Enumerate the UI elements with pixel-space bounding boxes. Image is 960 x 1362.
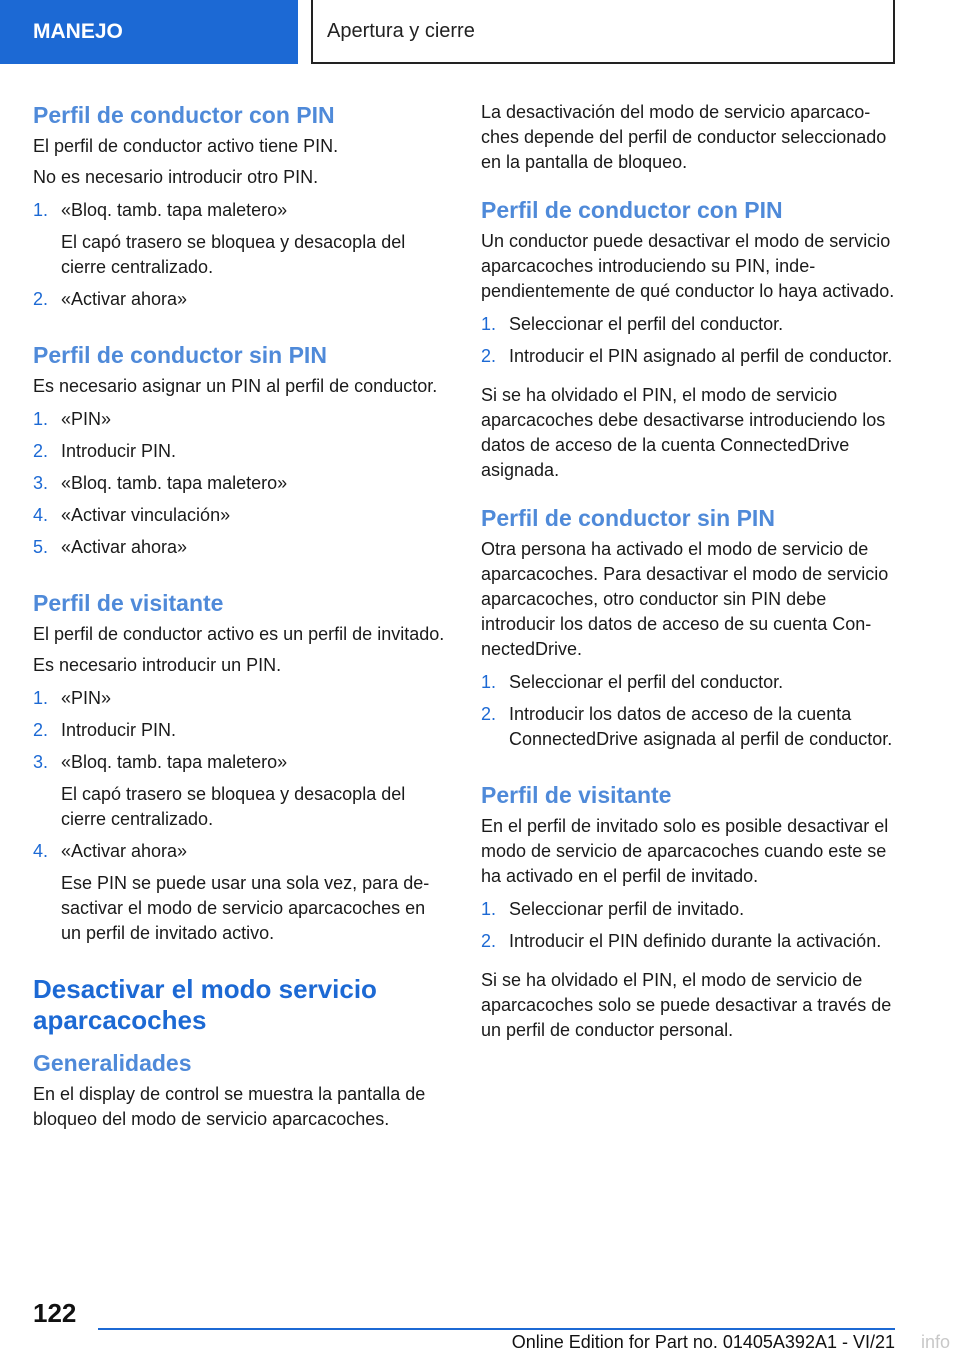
step-number: 2. (481, 931, 497, 951)
steps-list (33, 198, 448, 312)
edition-footer: Online Edition for Part no. 01405A392A1 - VI/21 (511, 1332, 895, 1352)
paragraph: En el perfil de invitado solo es posible desactivar el modo de servicio de aparcacoches cuando este se ha activado en el perfil de invitado. (481, 816, 889, 886)
heading-driver-with-pin: Perfil de conductor con PIN (481, 197, 783, 223)
chapter-title: Apertura y cierre (311, 0, 895, 64)
list-item (33, 439, 448, 464)
list-item (33, 471, 448, 496)
step-text: «PIN» (61, 688, 112, 708)
list-item (33, 686, 448, 711)
steps-list (481, 312, 896, 369)
paragraph: El perfil de conductor activo es un perfil de invitado. (33, 624, 445, 644)
list-item (33, 407, 448, 432)
steps-list (481, 897, 896, 954)
paragraph: Es necesario introducir un PIN. (33, 655, 282, 675)
step-number: 2. (33, 441, 49, 461)
step-number: 2. (33, 289, 49, 309)
list-item (33, 839, 448, 946)
step-text: «Bloq. tamb. tapa maletero» (61, 200, 288, 220)
heading-driver-with-pin: Perfil de conductor con PIN (33, 102, 335, 128)
step-text: Seleccionar perfil de invitado. (509, 899, 745, 919)
list-item (33, 287, 448, 312)
step-number: 2. (481, 704, 497, 724)
step-note: Ese PIN se puede usar una sola vez, para desactivar el modo de servicio aparcacoches en un perfil de invitado activo. (61, 873, 430, 943)
paragraph: No es necesario introducir otro PIN. (33, 167, 319, 187)
list-item (33, 535, 448, 560)
step-text: «Activar ahora» (61, 841, 188, 861)
paragraph: Otra persona ha activado el modo de servicio de aparcacoches. Para desactivar el modo de servicio aparcacoches, otro conductor sin PIN debe introducir los datos de acceso de su cuenta ConnectedDrive. (481, 539, 889, 659)
step-number: 1. (33, 409, 49, 429)
steps-list (33, 407, 448, 560)
step-number: 1. (33, 200, 49, 220)
step-number: 4. (33, 505, 49, 525)
step-text: Introducir el PIN asignado al perfil de conductor. (509, 346, 893, 366)
step-text: Seleccionar el perfil del conductor. (509, 314, 784, 334)
step-text: «PIN» (61, 409, 112, 429)
page-number: 122 (33, 1298, 77, 1328)
step-note: El capó trasero se bloquea y desacopla del cierre centralizado. (61, 232, 406, 277)
heading-guest-profile: Perfil de visitante (481, 782, 672, 808)
step-number: 1. (33, 688, 49, 708)
paragraph: Si se ha olvidado el PIN, el modo de servicio aparcacoches debe desactivarse introduciendo los datos de acceso de la cuenta ConnectedDrive asignada. (481, 385, 886, 480)
list-item (33, 503, 448, 528)
list-item (481, 929, 896, 954)
paragraph: En el display de control se muestra la pantalla de bloqueo del modo de servicio aparcacoches. (33, 1084, 426, 1129)
steps-list (481, 670, 896, 752)
step-number: 2. (33, 720, 49, 740)
step-number: 1. (481, 672, 497, 692)
footer-divider (98, 1328, 895, 1330)
paragraph: Es necesario asignar un PIN al perfil de conductor. (33, 376, 438, 396)
step-text: Introducir PIN. (61, 720, 177, 740)
paragraph: Si se ha olvidado el PIN, el modo de servicio de aparcacoches solo se puede desactivar a través de un perfil de conductor personal. (481, 970, 892, 1040)
list-item (33, 718, 448, 743)
step-number: 1. (481, 314, 497, 334)
list-item (481, 897, 896, 922)
step-number: 4. (33, 841, 49, 861)
steps-list (33, 686, 448, 946)
list-item (481, 312, 896, 337)
step-text: «Bloq. tamb. tapa maletero» (61, 752, 288, 772)
step-note: El capó trasero se bloquea y desacopla del cierre centralizado. (61, 784, 406, 829)
left-column (33, 100, 448, 1138)
step-text: «Activar ahora» (61, 289, 188, 309)
list-item (481, 702, 896, 752)
list-item (481, 670, 896, 695)
right-column (481, 100, 896, 1049)
section-tab: MANEJO (0, 0, 298, 64)
step-number: 1. (481, 899, 497, 919)
step-text: Introducir PIN. (61, 441, 177, 461)
heading-general: Generalidades (33, 1050, 192, 1076)
paragraph: El perfil de conductor activo tiene PIN. (33, 136, 339, 156)
list-item (481, 344, 896, 369)
step-text: Introducir el PIN definido durante la activación. (509, 931, 882, 951)
list-item (33, 750, 448, 832)
step-text: Introducir los datos de acceso de la cuenta ConnectedDrive asignada al perfil de conductor. (509, 704, 893, 749)
step-text: «Bloq. tamb. tapa maletero» (61, 473, 288, 493)
list-item (33, 198, 448, 280)
watermark: info (920, 1332, 950, 1352)
step-number: 3. (33, 473, 49, 493)
heading-driver-without-pin: Perfil de conductor sin PIN (33, 342, 327, 368)
step-text: «Activar ahora» (61, 537, 188, 557)
step-number: 3. (33, 752, 49, 772)
heading-guest-profile: Perfil de visitante (33, 590, 224, 616)
paragraph: Un conductor puede desactivar el modo de servicio aparcacoches introduciendo su PIN, independientemente de qué conductor lo haya activado. (481, 231, 895, 301)
paragraph: La desactivación del modo de servicio aparcacoches depende del perfil de conductor seleccionado en la pantalla de bloqueo. (481, 102, 887, 172)
step-text: Seleccionar el perfil del conductor. (509, 672, 784, 692)
heading-driver-without-pin: Perfil de conductor sin PIN (481, 505, 775, 531)
step-text: «Activar vinculación» (61, 505, 231, 525)
heading-deactivate-valet-mode: Desactivar el modo servicio aparcacoches (33, 974, 377, 1035)
step-number: 5. (33, 537, 49, 557)
step-number: 2. (481, 346, 497, 366)
